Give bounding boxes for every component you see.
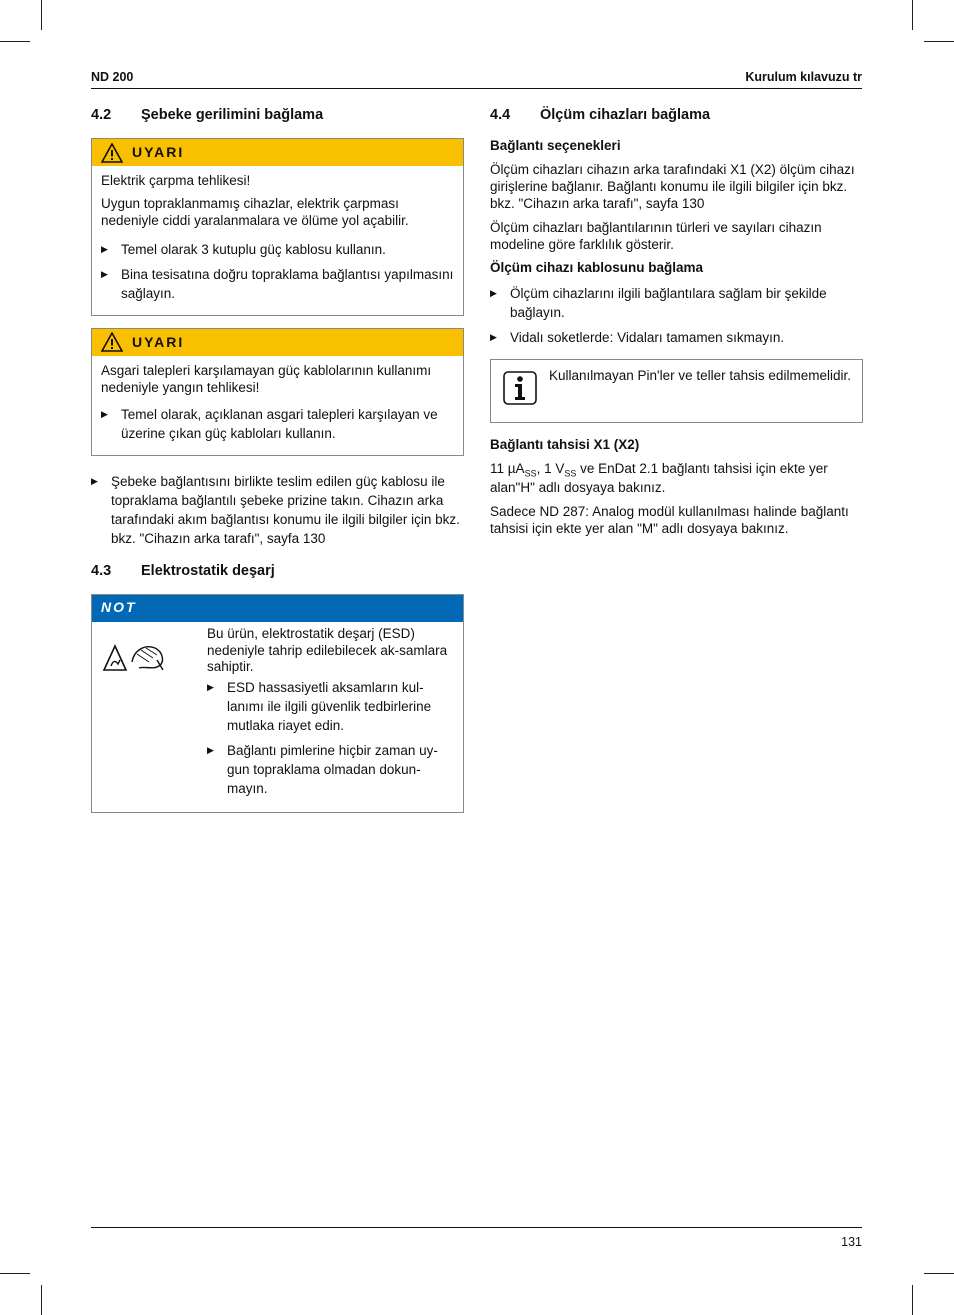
warning-header [92, 139, 463, 166]
footer-rule [91, 1227, 862, 1228]
left-column [91, 106, 464, 825]
paragraph-signal-types: 11 µA$_{SS}$, 1 $V_{SS}$ ve EnDat 2.1 bağlantı tahsisi için ekte yer alan"H" adlı dosyaya bakınız. [490, 461, 828, 496]
section-heading-4-3: 4.3 Elektrostatik deşarj [91, 562, 275, 579]
list-item: ▶ ESD hassasiyetli aksamların kul-lanımı ile ilgili güvenlik tedbirlerine mutlaka riayet edin. [207, 678, 454, 735]
note-text: Bu ürün, elektrostatik deşarj (ESD) nedeniyle tahrip edilebilecek ak-samlara sahiptir. [207, 625, 448, 675]
warning-box-fire-hazard [91, 328, 464, 456]
warning-box-electric-shock [91, 138, 464, 316]
page-number: 131 [841, 1235, 862, 1249]
crop-mark [0, 41, 30, 42]
note-header [92, 595, 463, 622]
page-header [91, 69, 862, 89]
info-box [490, 359, 863, 423]
crop-mark [924, 1273, 954, 1274]
crop-mark [41, 0, 42, 30]
note-bullet-list [207, 678, 454, 798]
warning-label: UYARI [132, 143, 185, 160]
cable-bullet-list [490, 284, 863, 347]
warning-header [92, 329, 463, 356]
esd-warning-icon [101, 626, 207, 805]
list-item: ▶ Bina tesisatına doğru topraklama bağlantısı yapılmasını sağlayın. [101, 265, 454, 303]
list-item: ▶ Temel olarak 3 kutuplu güç kablosu kullanın. [101, 240, 454, 259]
paragraph: Sadece ND 287: Analog modül kullanılması halinde bağlantı tahsisi için ekte yer alan "M" adlı dosyaya bakınız. [490, 503, 849, 536]
section-heading-4-4: 4.4 Ölçüm cihazları bağlama [490, 107, 711, 123]
warning-text: Asgari talepleri karşılamayan güç kablolarının kullanımı nedeniyle yangın tehlikesi! [101, 362, 432, 395]
list-item: ▶ Vidalı soketlerde: Vidaları tamamen sıkmayın. [490, 328, 863, 347]
paragraph: Ölçüm cihazları cihazın arka tarafındaki X1 (X2) ölçüm cihazı girişlerine bağlanır. Bağlantı konumu ile ilgili bilgiler için bkz. bkz. "Cihazın arka tarafı", sayfa 130 [490, 162, 855, 211]
document-title: Kurulum kılavuzu tr [745, 70, 862, 84]
product-name: ND 200 [91, 70, 134, 84]
warning-text: Uygun topraklanmamış cihazlar, elektrik çarpması nedeniyle ciddi yaralanmalara ve ölüme yol açabilir. [101, 196, 409, 228]
subheading-connection-options: Bağlantı seçenekleri [490, 138, 621, 154]
note-box-esd [91, 594, 464, 814]
list-item: ▶ Ölçüm cihazlarını ilgili bağlantılara sağlam bir şekilde bağlayın. [490, 284, 863, 322]
subheading-pin-assignment: Bağlantı tahsisi X1 (X2) [490, 437, 640, 453]
warning-triangle-icon [92, 329, 132, 356]
right-column [490, 106, 863, 545]
list-item: ▶ Şebeke bağlantısını birlikte teslim edilen güç kablosu ile topraklama bağlantılı şebeke prizine takın. Cihazın arka tarafındaki akım bağlantısı konumu ile ilgili bilgiler için bkz. bkz. "Cihazın arka tarafı", sayfa 130 [91, 472, 464, 548]
list-item: ▶ Bağlantı pimlerine hiçbir zaman uy-gun topraklama olmadan dokun-mayın. [207, 741, 454, 798]
warning-intro: Elektrik çarpma tehlikesi! [101, 173, 251, 189]
warning-bullet-list [101, 240, 454, 303]
warning-triangle-icon [92, 139, 132, 166]
note-label: NOT [101, 599, 137, 616]
warning-bullet-list [101, 405, 454, 443]
warning-label: UYARI [132, 333, 185, 350]
section-heading-4-2: 4.2 Şebeke gerilimini bağlama [91, 107, 324, 123]
info-icon [491, 360, 549, 422]
crop-mark [912, 1285, 913, 1315]
list-item: ▶ Temel olarak, açıklanan asgari talepleri karşılayan ve üzerine çıkan güç kabloları kullanın. [101, 405, 454, 443]
crop-mark [912, 0, 913, 30]
info-text: Kullanılmayan Pin'ler ve teller tahsis edilmemelidir. [549, 368, 851, 384]
subheading-cable-connection: Ölçüm cihazı kablosunu bağlama [490, 260, 704, 276]
crop-mark [41, 1285, 42, 1315]
crop-mark [0, 1273, 30, 1274]
section-bullet-list [91, 472, 464, 548]
crop-mark [924, 41, 954, 42]
paragraph: Ölçüm cihazları bağlantılarının türleri ve sayıları cihazın modeline göre farklılık gösterir. [490, 219, 822, 252]
